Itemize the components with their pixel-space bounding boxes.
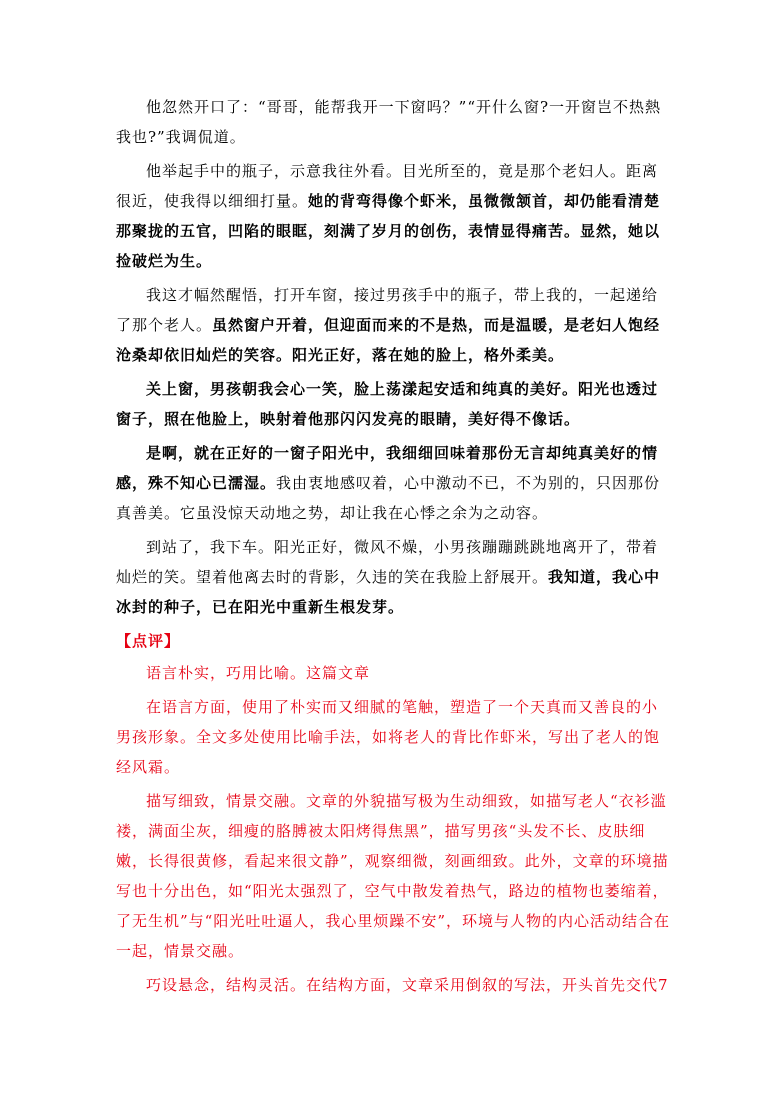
story-paragraph	[116, 280, 672, 370]
story-paragraph	[116, 92, 672, 152]
comment-paragraph: 巧设悬念，结构灵活。在结构方面，文章采用倒叙的写法，开头首先交代7	[146, 976, 669, 994]
bold-text-run: 我知道，我心中冰封的种子，已在阳光中重新生根发芽。	[116, 568, 661, 616]
comment-paragraph: 描写细致，情景交融。文章的外貌描写极为生动细致，如描写老人“衣衫滥褛，满面尘灰，细瘦的胳膊被太阳烤得焦黑”，描写男孩“头发不长、皮肤细嫩，长得很黄修，看起来很文静”，观察细微，刻画细致。此外，文章的环境描写也十分出色，如“阳光太强烈了，空气中散发着热气，路边的植物也萎缩着，了无生机”与“阳光吐吐逼人，我心里烦躁不安”，环境与人物的内心活动结合在一起，情景交融。	[116, 792, 671, 960]
comment-paragraph: 在语言方面，使用了朴实而又细腻的笔触，塑造了一个天真而又善良的小男孩形象。全文多处使用比喻手法，如将老人的背比作虾米，写出了老人的饱经风霜。	[116, 698, 661, 776]
bold-text-run: 是啊，就在正好的一窗子阳光中，我细细回味着那份无言却纯真美好的情感，殊不知心已濡湿。	[116, 444, 659, 492]
comment-heading: 【点评】	[116, 632, 181, 650]
text-run: 我这才幅然醒悟，打开车窗，接过男孩手中的瓶子，带上我的，一起递给了那个老人。	[116, 286, 659, 334]
text-run: 我由衷地感叹着，心中激动不已，不为别的，只因那份真善美。它虽没惊天动地之势，却让我在心悸之余为之动容。	[116, 474, 661, 522]
bold-text-run: 她的背弯得像个虾米，虽微微颔首，却仍能看清楚那聚拢的五官，凹陷的眼眶，刻满了岁月的创伤，表情显得痛苦。显然，她以捡破烂为生。	[116, 192, 661, 270]
story-body	[116, 92, 672, 622]
comment-paragraph: 语言朴实，巧用比喻。这篇文章	[146, 664, 371, 682]
comment-body	[116, 658, 672, 1000]
bold-text-run: 关上窗，男孩朝我会心一笑，脸上荡漾起安适和纯真的美好。阳光也透过窗子，照在他脸上，映射着他那闪闪发亮的眼睛，美好得不像话。	[116, 380, 659, 428]
text-run: 他忽然开口了：“哥哥，能帮我开一下窗吗？”“开什么窗?一开窗岂不热熱我也?”我调侃道。	[116, 98, 662, 146]
text-run: 他举起手中的瓶子，示意我往外看。目光所至的，竟是那个老妇人。距离很近，使我得以细细打量。	[116, 162, 659, 210]
story-paragraph	[116, 438, 672, 528]
bold-text-run: 虽然窗户开着，但迎面而来的不是热，而是温暖，是老妇人饱经沧桑却依旧灿烂的笑容。阳光正好，落在她的脸上，格外柔美。	[116, 316, 661, 364]
story-paragraph	[116, 374, 672, 434]
story-paragraph	[116, 532, 672, 622]
story-paragraph	[116, 156, 672, 276]
text-run: 到站了，我下车。阳光正好，微风不燥，小男孩蹦蹦跳跳地离开了，带着灿烂的笑。望着他离去时的背影，久违的笑在我脸上舒展开。	[116, 538, 659, 586]
